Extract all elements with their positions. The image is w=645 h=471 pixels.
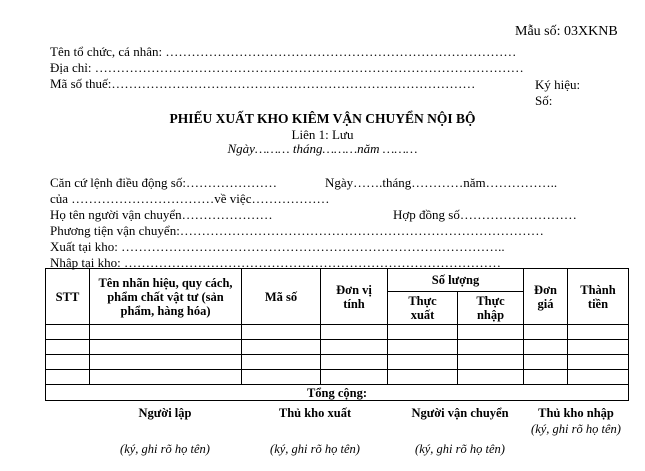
table-cell [458,340,524,355]
items-table [45,268,629,401]
table-cell [321,325,388,340]
order-date-field: Ngày…….tháng…………năm…………….. [325,175,558,190]
of-line-field: của ……………………………về việc……………… [50,191,330,206]
table-cell [90,340,242,355]
table-cell [388,370,458,385]
table-cell [568,355,629,370]
table-cell [568,325,629,340]
table-cell [242,325,321,340]
signature-preparer [100,406,230,456]
signature-note: (ký, ghi rõ họ tên) [531,422,621,436]
header-amount: Thành tiền [568,269,629,325]
contract-no-field: Hợp đồng số……………………… [393,207,577,222]
signature-import-keeper [530,406,622,436]
table-cell [46,340,90,355]
address-line: Địa chỉ: ……………………………………………………………………………………… [50,60,524,75]
vehicle-field: Phương tiện vận chuyển:………………………………………………………………………… [50,223,544,238]
table-cell [46,355,90,370]
header-actual-export: Thực xuất [388,292,458,325]
document-title: PHIẾU XUẤT KHO KIÊM VẬN CHUYỂN NỘI BỘ [169,111,476,126]
table-cell [321,355,388,370]
table-cell [458,325,524,340]
table-row [46,370,629,385]
table-row [46,340,629,355]
table-cell [568,370,629,385]
number-label: Số: [535,93,553,108]
table-cell [321,370,388,385]
table-cell [388,340,458,355]
copy-label: Liên 1: Lưu [291,127,354,142]
table-cell [458,355,524,370]
table-cell [524,325,568,340]
table-cell [90,370,242,385]
tax-line: Mã số thuế:………………………………………………………………………… [50,76,476,91]
order-no-field: Căn cứ lệnh điều động số:………………… [50,175,277,190]
header-unit: Đơn vị tính [321,269,388,325]
table-cell [242,340,321,355]
total-row [46,385,629,401]
table-row [46,325,629,340]
date-line: Ngày……… tháng………năm ……… [227,141,418,156]
carrier-name-field: Họ tên người vận chuyển………………… [50,207,273,222]
header-code: Mã số [242,269,321,325]
table-cell [524,340,568,355]
org-line: Tên tổ chức, cá nhân: ……………………………………………………………………… [50,44,517,59]
signature-role: Thủ kho nhập [538,406,614,420]
header-stt: STT [46,269,90,325]
header-name: Tên nhãn hiệu, quy cách, phẩm chất vật tư (sản phẩm, hàng hóa) [90,269,242,325]
signature-note: (ký, ghi rõ họ tên) [415,442,505,456]
signature-note: (ký, ghi rõ họ tên) [120,442,210,456]
table-cell [242,355,321,370]
signature-role: Người lập [138,406,192,420]
header-actual-import: Thực nhập [458,292,524,325]
table-cell [46,325,90,340]
table-cell [46,370,90,385]
form-code: Mẫu số: 03XKNB [515,24,618,39]
table-cell [321,340,388,355]
table-row [46,355,629,370]
header-quantity: Số lượng [388,269,524,292]
header-price: Đơn giá [524,269,568,325]
signature-role: Người vận chuyển [411,406,509,420]
import-at-field: Nhập tại kho: …………………………………………………………………………… [50,255,502,270]
table-cell [242,370,321,385]
signature-carrier [395,406,525,456]
signature-role: Thủ kho xuất [278,406,352,420]
table-cell [524,355,568,370]
signature-note: (ký, ghi rõ họ tên) [270,442,360,456]
table-cell [388,325,458,340]
total-label: Tổng cộng: [46,385,629,401]
table-cell [524,370,568,385]
table-cell [90,325,242,340]
table-cell [568,340,629,355]
table-cell [388,355,458,370]
signature-export-keeper [250,406,380,456]
export-at-field: Xuất tại kho: …………………………………………………………………………….. [50,239,505,254]
table-cell [458,370,524,385]
table-cell [90,355,242,370]
symbol-label: Ký hiệu: [535,77,581,92]
